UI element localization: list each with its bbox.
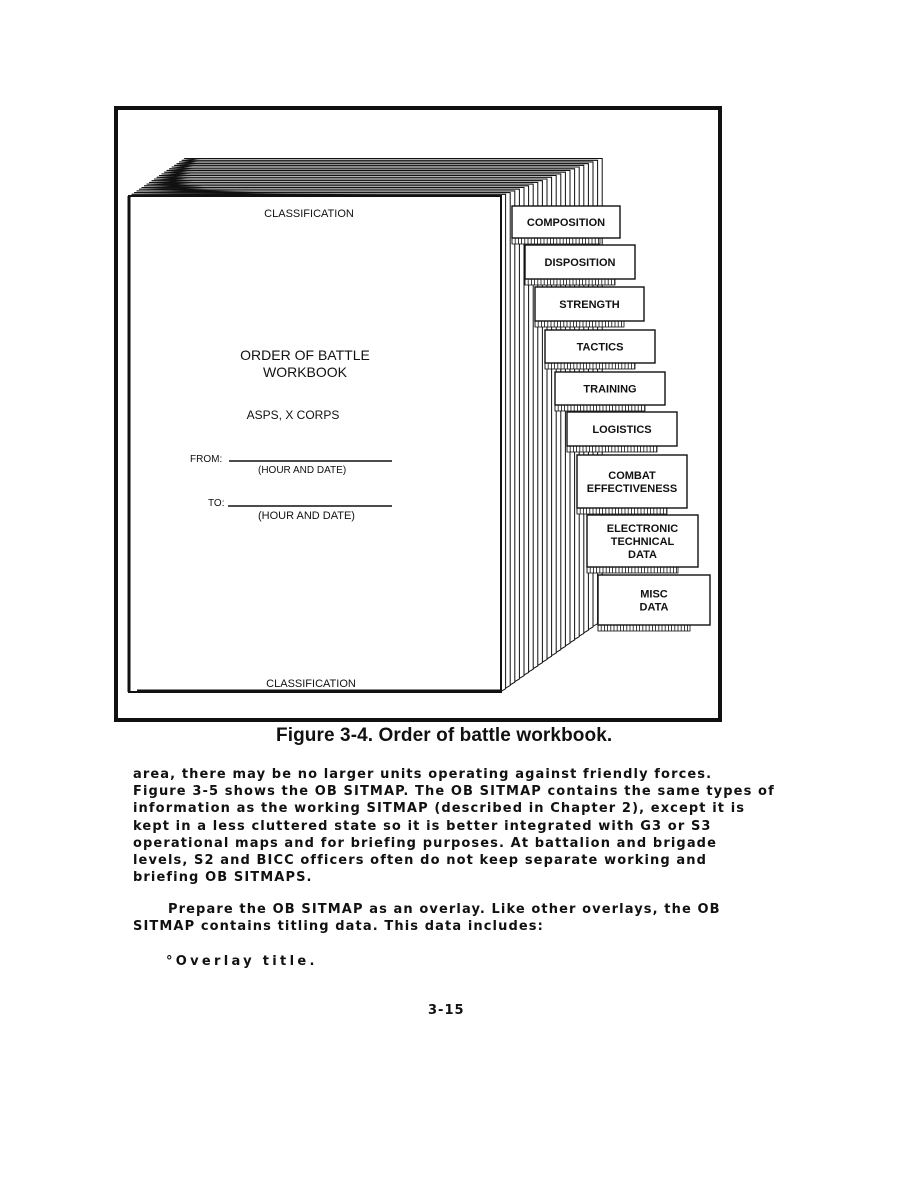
tab-label: COMPOSITION xyxy=(526,217,606,229)
page-number: 3-15 xyxy=(428,1003,465,1018)
section-tab xyxy=(525,245,635,285)
tab-label: ELECTRONIC xyxy=(606,523,679,535)
section-tab xyxy=(587,515,698,573)
tab-label: MISC xyxy=(640,588,668,601)
body-paragraph-1 xyxy=(133,766,775,886)
paragraph-line: Prepare the OB SITMAP as an overlay. Like other overlays, the OB xyxy=(168,902,721,917)
paragraph-line: operational maps and for briefing purposes. At battalion and brigade xyxy=(133,835,718,851)
tab-page-edge xyxy=(587,567,678,573)
tab-label: DISPOSITION xyxy=(544,257,616,269)
figure-frame xyxy=(114,106,722,722)
tab-label: TACTICS xyxy=(576,341,624,354)
section-tab xyxy=(577,455,687,514)
section-tab xyxy=(567,412,677,452)
tab-label: TECHNICAL xyxy=(610,536,675,548)
tab-page-edge xyxy=(512,238,600,244)
paragraph-line: Figure 3-5 shows the OB SITMAP. The OB SITMAP contains the same types of xyxy=(133,784,775,800)
tab-label: COMBAT xyxy=(608,470,656,482)
section-tab xyxy=(545,330,655,369)
section-tab xyxy=(512,206,620,244)
paragraph-line: SITMAP contains titling data. This data includes: xyxy=(133,919,544,935)
workbook-title-line1: ORDER OF BATTLE xyxy=(240,347,370,363)
paragraph-line: briefing OB SITMAPS. xyxy=(133,870,313,886)
from-caption: (HOUR AND DATE) xyxy=(258,465,347,476)
workbook-illustration xyxy=(118,110,718,718)
classification-bottom: CLASSIFICATION xyxy=(266,678,356,690)
workbook-unit: ASPS, X CORPS xyxy=(246,408,340,422)
tab-label: TRAINING xyxy=(583,383,637,396)
figure-caption: Figure 3-4. Order of battle workbook. xyxy=(276,725,613,746)
classification-top: CLASSIFICATION xyxy=(264,208,354,220)
paragraph-line: information as the working SITMAP (described in Chapter 2), except it is xyxy=(133,801,746,817)
body-paragraph-2 xyxy=(133,901,721,935)
paragraph-line: area, there may be no larger units operating against friendly forces. xyxy=(133,767,713,782)
section-tab xyxy=(555,372,665,411)
tab-label: DATA xyxy=(639,601,669,614)
workbook-cover xyxy=(129,196,501,692)
to-caption: (HOUR AND DATE) xyxy=(258,510,355,522)
paragraph-line: kept in a less cluttered state so it is better integrated with G3 or S3 xyxy=(133,818,712,834)
section-tab xyxy=(598,575,710,631)
tab-label: STRENGTH xyxy=(559,299,620,311)
tab-page-edge xyxy=(598,625,690,631)
workbook-title-line2: WORKBOOK xyxy=(262,364,348,380)
section-tab xyxy=(535,287,644,327)
paragraph-line: levels, S2 and BICC officers often do not keep separate working and xyxy=(133,853,708,869)
to-label: TO: xyxy=(208,498,225,509)
bullet-item: °Overlay title. xyxy=(166,954,318,969)
tab-label: EFFECTIVENESS xyxy=(586,483,678,495)
from-label: FROM: xyxy=(190,454,223,465)
tab-label: LOGISTICS xyxy=(592,424,652,436)
tab-label: DATA xyxy=(628,549,657,561)
